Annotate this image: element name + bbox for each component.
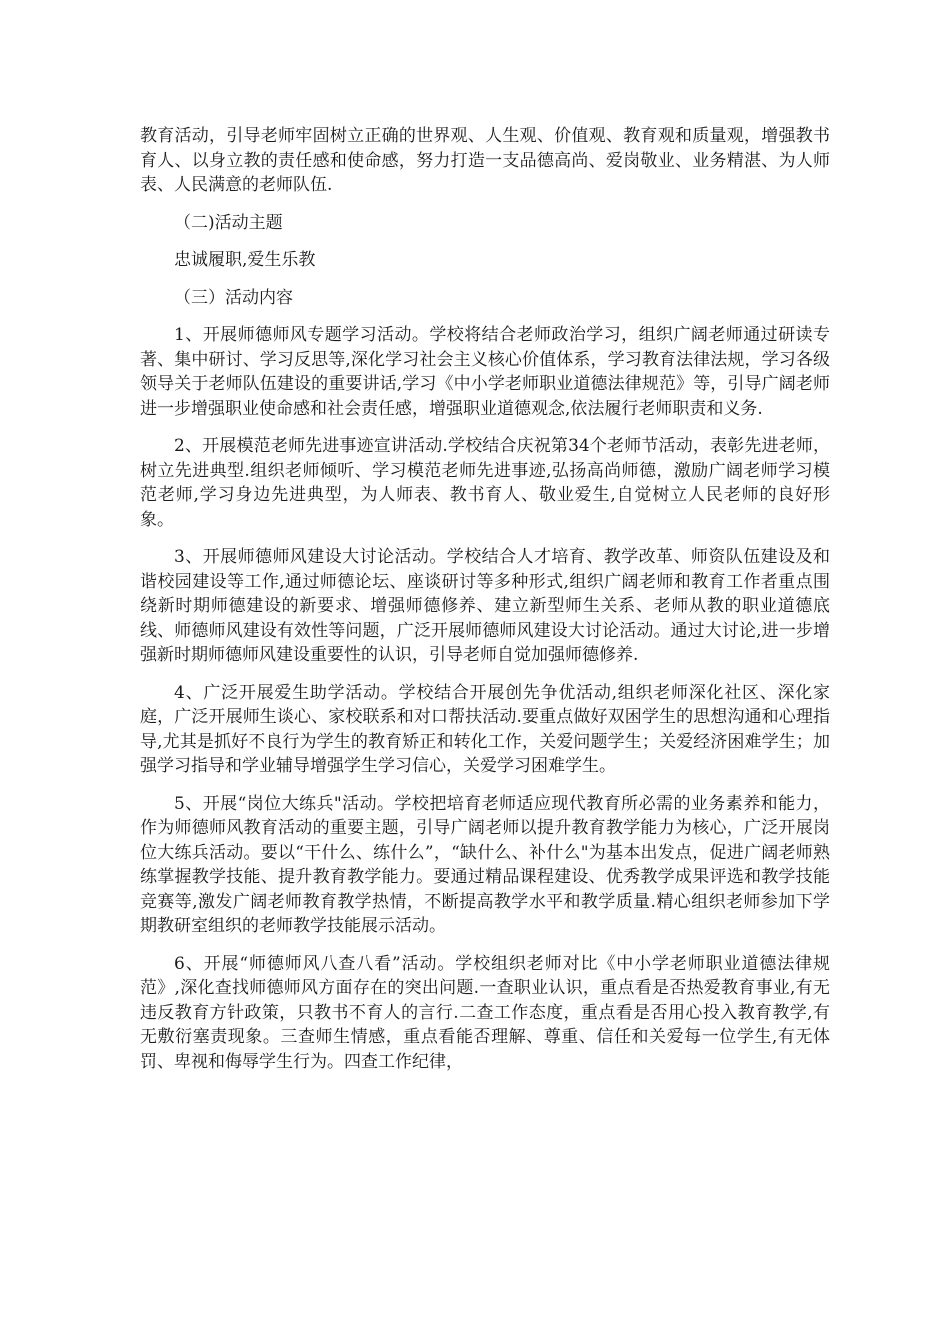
section-heading-content: （三）活动内容: [174, 287, 293, 308]
intro-paragraph: 教育活动，引导老师牢固树立正确的世界观、人生观、价值观、教育观和质量观，增强教书育人、以身立教的责任感和使命感，努力打造一支品德高尚、爱岗敬业、业务精湛、为人师表、人民满意的老师队伍.: [140, 126, 830, 195]
activity-theme: 忠诚履职,爱生乐教: [174, 250, 316, 270]
content-item-5: 5、开展“岗位大练兵"活动。学校把培育老师适应现代教育所必需的业务素养和能力，作为师德师风教育活动的重要主题，引导广阔老师以提升教育教学能力为核心，广泛开展岗位大练兵活动。要以“干什么、练什么”，“缺什么、补什么"为基本出发点，促进广阔老师熟练掌握教学技能、提升教育教学能力。要通过精品课程建设、优秀教学成果评选和教学技能竞赛等,激发广阔老师教育教学热情，不断提高教学水平和教学质量.精心组织老师参加下学期教研室组织的老师教学技能展示活动。: [140, 793, 830, 936]
section-heading-theme: （二)活动主题: [174, 212, 283, 233]
content-item-4: 4、广泛开展爱生助学活动。学校结合开展创先争优活动,组织老师深化社区、深化家庭，广泛开展师生谈心、家校联系和对口帮扶活动.要重点做好双困学生的思想沟通和心理指导,尤其是抓好不良行为学生的教育矫正和转化工作，关爱问题学生；关爱经济困难学生；加强学习指导和学业辅导增强学生学习信心，关爱学习困难学生。: [140, 682, 830, 776]
content-item-2: 2、开展模范老师先进事迹宣讲活动.学校结合庆祝第34个老师节活动，表彰先进老师，树立先进典型.组织老师倾听、学习模范老师先进事迹,弘扬高尚师德，激励广阔老师学习模范老师,学习身边先进典型，为人师表、教书育人、敬业爱生,自觉树立人民老师的良好形象。: [140, 436, 830, 530]
content-item-1: 1、开展师德师风专题学习活动。学校将结合老师政治学习，组织广阔老师通过研读专著、集中研讨、学习反思等,深化学习社会主义核心价值体系，学习教育法律法规，学习各级领导关于老师队伍建设的重要讲话,学习《中小学老师职业道德法律规范》等，引导广阔老师进一步增强职业使命感和社会责任感，增强职业道德观念,依法履行老师职责和义务.: [140, 325, 830, 419]
content-item-3: 3、开展师德师风建设大讨论活动。学校结合人才培育、教学改革、师资队伍建设及和谐校园建设等工作,通过师德论坛、座谈研讨等多种形式,组织广阔老师和教育工作者重点围绕新时期师德建设的新要求、增强师德修养、建立新型师生关系、老师从教的职业道德底线、师德师风建设有效性等问题，广泛开展师德师风建设大讨论活动。通过大讨论,进一步增强新时期师德师风建设重要性的认识，引导老师自觉加强师德修养.: [140, 547, 830, 665]
document-body: [140, 124, 830, 1087]
content-item-6: 6、开展“师德师风八查八看”活动。学校组织老师对比《中小学老师职业道德法律规范》,深化查找师德师风方面存在的突出问题.一查职业认识，重点看是否热爱教育事业,有无违反教育方针政策，只教书不育人的言行.二查工作态度，重点看是否用心投入教育教学,有无敷衍塞责现象。三查师生情感，重点看能否理解、尊重、信任和关爱每一位学生,有无体罚、卑视和侮辱学生行为。四查工作纪律，: [140, 953, 830, 1072]
